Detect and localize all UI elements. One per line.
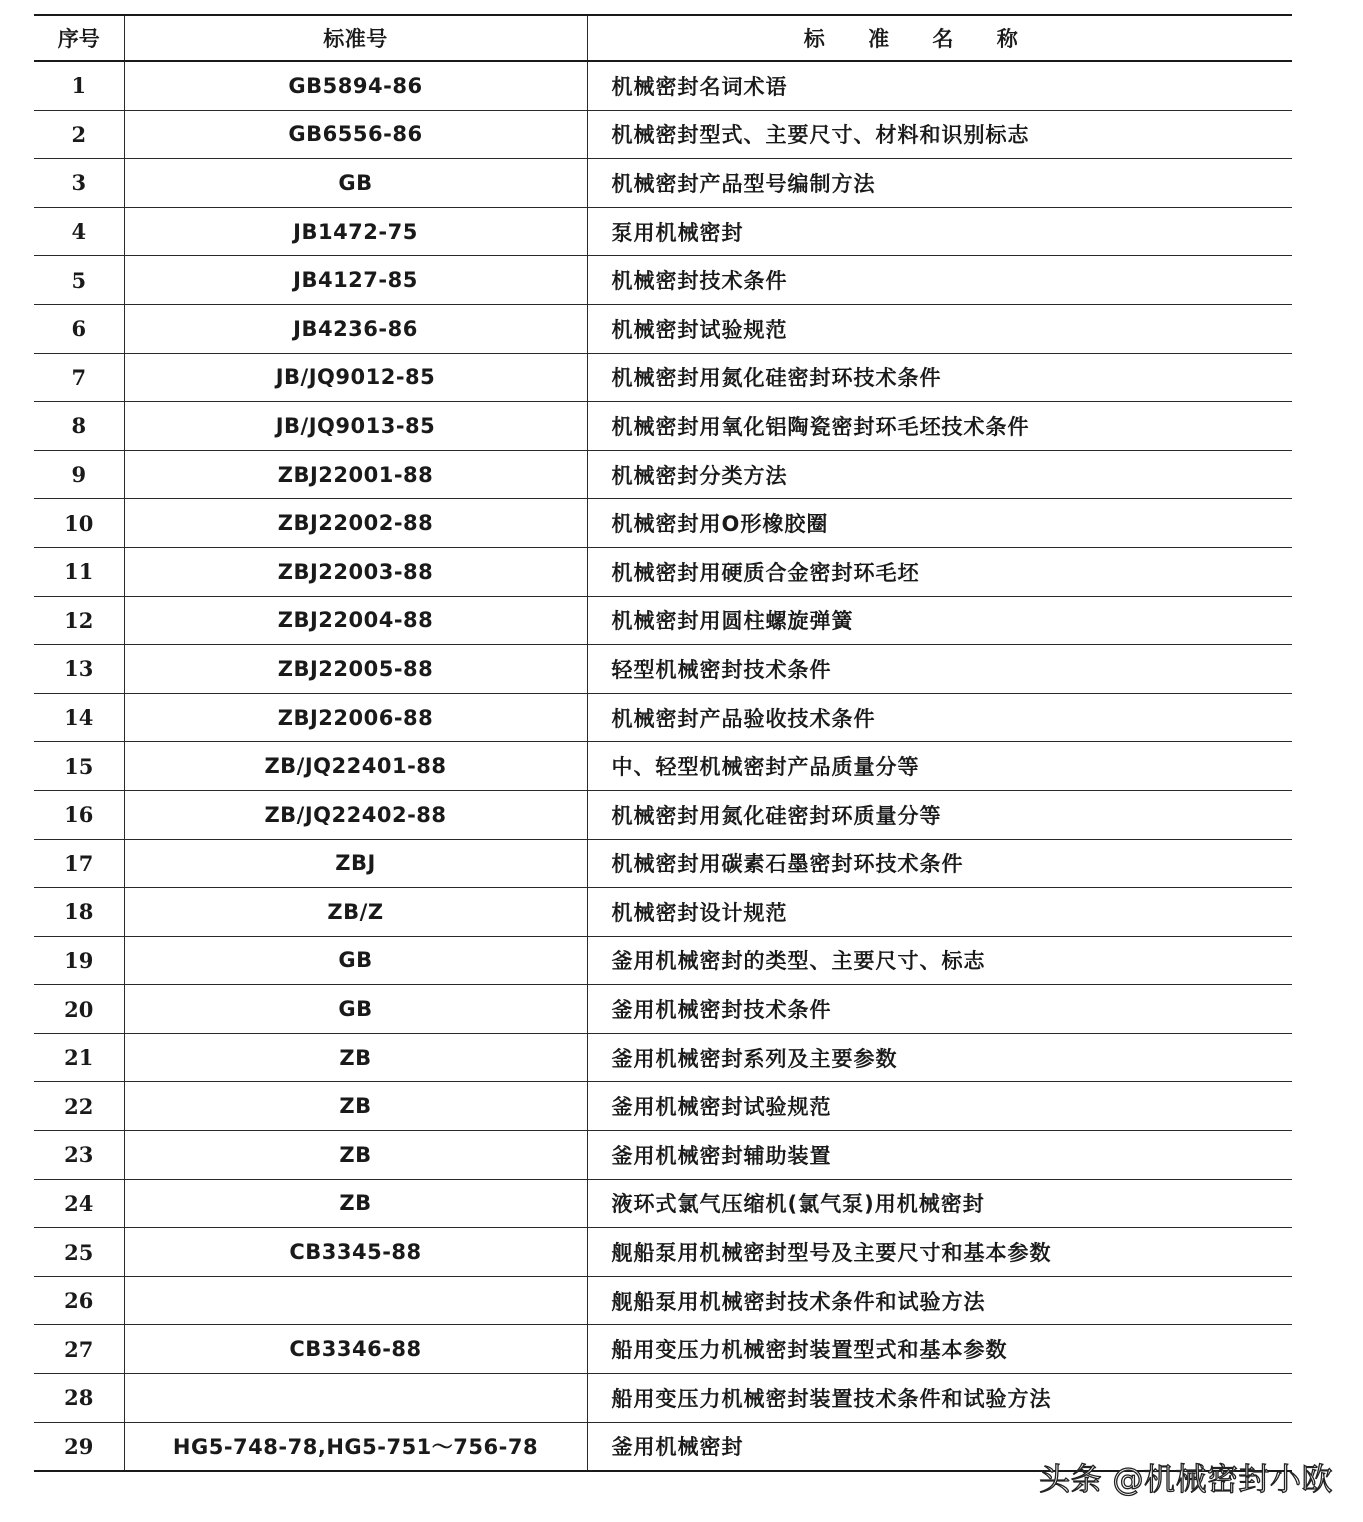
table-row — [34, 596, 1292, 645]
row-index: 15 — [34, 742, 124, 791]
row-index: 25 — [34, 1228, 124, 1277]
row-standard-number: CB3345-88 — [124, 1228, 587, 1277]
row-standard-number: GB — [124, 936, 587, 985]
table-row — [34, 839, 1292, 888]
row-index: 20 — [34, 985, 124, 1034]
row-standard-name: 釜用机械密封辅助装置 — [587, 1131, 1292, 1180]
row-standard-number — [124, 1276, 587, 1325]
row-index: 3 — [34, 159, 124, 208]
table-row — [34, 207, 1292, 256]
standards-document — [34, 14, 1292, 1472]
row-standard-number: GB6556-86 — [124, 110, 587, 159]
row-index: 16 — [34, 790, 124, 839]
table-row — [34, 888, 1292, 937]
table-row — [34, 790, 1292, 839]
row-index: 2 — [34, 110, 124, 159]
table-row — [34, 1179, 1292, 1228]
row-standard-number: ZB/Z — [124, 888, 587, 937]
row-index: 9 — [34, 450, 124, 499]
row-index: 18 — [34, 888, 124, 937]
row-index: 1 — [34, 61, 124, 110]
row-index: 24 — [34, 1179, 124, 1228]
row-index: 23 — [34, 1131, 124, 1180]
row-standard-number: CB3346-88 — [124, 1325, 587, 1374]
table-row — [34, 1033, 1292, 1082]
table-row — [34, 450, 1292, 499]
row-index: 12 — [34, 596, 124, 645]
row-index: 8 — [34, 402, 124, 451]
row-standard-name: 釜用机械密封的类型、主要尺寸、标志 — [587, 936, 1292, 985]
row-standard-name: 机械密封产品验收技术条件 — [587, 693, 1292, 742]
row-standard-number: JB1472-75 — [124, 207, 587, 256]
standards-table — [34, 14, 1292, 1472]
row-standard-number: ZBJ22001-88 — [124, 450, 587, 499]
row-standard-name: 机械密封用氮化硅密封环技术条件 — [587, 353, 1292, 402]
table-row — [34, 304, 1292, 353]
table-row — [34, 353, 1292, 402]
row-standard-name: 机械密封名词术语 — [587, 61, 1292, 110]
row-standard-number: ZBJ22004-88 — [124, 596, 587, 645]
row-standard-name: 船用变压力机械密封装置型式和基本参数 — [587, 1325, 1292, 1374]
row-standard-number: JB4127-85 — [124, 256, 587, 305]
row-standard-number: ZBJ22005-88 — [124, 645, 587, 694]
table-row — [34, 256, 1292, 305]
row-standard-number: ZBJ22003-88 — [124, 547, 587, 596]
row-standard-name: 舰船泵用机械密封技术条件和试验方法 — [587, 1276, 1292, 1325]
table-row — [34, 61, 1292, 110]
row-standard-name: 机械密封技术条件 — [587, 256, 1292, 305]
row-standard-name: 机械密封用氧化铝陶瓷密封环毛坯技术条件 — [587, 402, 1292, 451]
row-standard-number: ZB — [124, 1131, 587, 1180]
row-standard-name: 轻型机械密封技术条件 — [587, 645, 1292, 694]
row-standard-number: GB — [124, 159, 587, 208]
row-standard-name: 泵用机械密封 — [587, 207, 1292, 256]
row-index: 21 — [34, 1033, 124, 1082]
row-index: 19 — [34, 936, 124, 985]
table-row — [34, 402, 1292, 451]
row-index: 6 — [34, 304, 124, 353]
header-standard-number: 标准号 — [124, 15, 587, 61]
row-index: 10 — [34, 499, 124, 548]
row-index: 29 — [34, 1422, 124, 1471]
row-standard-name: 机械密封试验规范 — [587, 304, 1292, 353]
table-row — [34, 936, 1292, 985]
row-standard-name: 釜用机械密封试验规范 — [587, 1082, 1292, 1131]
table-row — [34, 985, 1292, 1034]
row-index: 11 — [34, 547, 124, 596]
table-row — [34, 645, 1292, 694]
row-standard-name: 机械密封设计规范 — [587, 888, 1292, 937]
row-standard-number: ZB — [124, 1033, 587, 1082]
table-row — [34, 499, 1292, 548]
row-standard-name: 中、轻型机械密封产品质量分等 — [587, 742, 1292, 791]
row-index: 14 — [34, 693, 124, 742]
row-standard-name: 机械密封用O形橡胶圈 — [587, 499, 1292, 548]
table-body — [34, 61, 1292, 1471]
table-row — [34, 110, 1292, 159]
row-standard-name: 机械密封用硬质合金密封环毛坯 — [587, 547, 1292, 596]
row-standard-number: ZB — [124, 1179, 587, 1228]
table-row — [34, 1082, 1292, 1131]
row-standard-number: ZBJ22006-88 — [124, 693, 587, 742]
row-standard-number: ZBJ — [124, 839, 587, 888]
header-row — [34, 15, 1292, 61]
header-index: 序号 — [34, 15, 124, 61]
table-row — [34, 159, 1292, 208]
row-standard-number: HG5-748-78,HG5-751～756-78 — [124, 1422, 587, 1471]
table-row — [34, 1374, 1292, 1423]
row-index: 26 — [34, 1276, 124, 1325]
row-standard-number: ZBJ22002-88 — [124, 499, 587, 548]
table-row — [34, 1131, 1292, 1180]
row-standard-name: 液环式氯气压缩机(氯气泵)用机械密封 — [587, 1179, 1292, 1228]
row-standard-number: ZB — [124, 1082, 587, 1131]
row-index: 27 — [34, 1325, 124, 1374]
row-standard-name: 釜用机械密封技术条件 — [587, 985, 1292, 1034]
row-index: 4 — [34, 207, 124, 256]
row-index: 28 — [34, 1374, 124, 1423]
watermark: 头条 @机械密封小欧 — [1039, 1462, 1333, 1498]
row-standard-number: ZB/JQ22402-88 — [124, 790, 587, 839]
row-index: 5 — [34, 256, 124, 305]
table-row — [34, 547, 1292, 596]
row-standard-number: GB5894-86 — [124, 61, 587, 110]
row-standard-name: 机械密封型式、主要尺寸、材料和识别标志 — [587, 110, 1292, 159]
row-standard-name: 机械密封用碳素石墨密封环技术条件 — [587, 839, 1292, 888]
row-standard-name: 釜用机械密封 — [587, 1422, 1292, 1471]
header-standard-name: 标 准 名 称 — [587, 15, 1292, 61]
row-standard-name: 机械密封产品型号编制方法 — [587, 159, 1292, 208]
row-standard-number: JB/JQ9012-85 — [124, 353, 587, 402]
row-index: 17 — [34, 839, 124, 888]
table-row — [34, 1276, 1292, 1325]
row-standard-name: 机械密封用圆柱螺旋弹簧 — [587, 596, 1292, 645]
table-row — [34, 693, 1292, 742]
row-standard-name: 舰船泵用机械密封型号及主要尺寸和基本参数 — [587, 1228, 1292, 1277]
row-index: 7 — [34, 353, 124, 402]
row-standard-name: 机械密封用氮化硅密封环质量分等 — [587, 790, 1292, 839]
row-index: 22 — [34, 1082, 124, 1131]
row-standard-name: 船用变压力机械密封装置技术条件和试验方法 — [587, 1374, 1292, 1423]
row-standard-number — [124, 1374, 587, 1423]
row-standard-number: GB — [124, 985, 587, 1034]
row-standard-number: JB4236-86 — [124, 304, 587, 353]
row-standard-name: 釜用机械密封系列及主要参数 — [587, 1033, 1292, 1082]
row-standard-number: JB/JQ9013-85 — [124, 402, 587, 451]
row-standard-name: 机械密封分类方法 — [587, 450, 1292, 499]
row-index: 13 — [34, 645, 124, 694]
table-row — [34, 1228, 1292, 1277]
table-header — [34, 15, 1292, 61]
table-row — [34, 1325, 1292, 1374]
table-row — [34, 742, 1292, 791]
row-standard-number: ZB/JQ22401-88 — [124, 742, 587, 791]
